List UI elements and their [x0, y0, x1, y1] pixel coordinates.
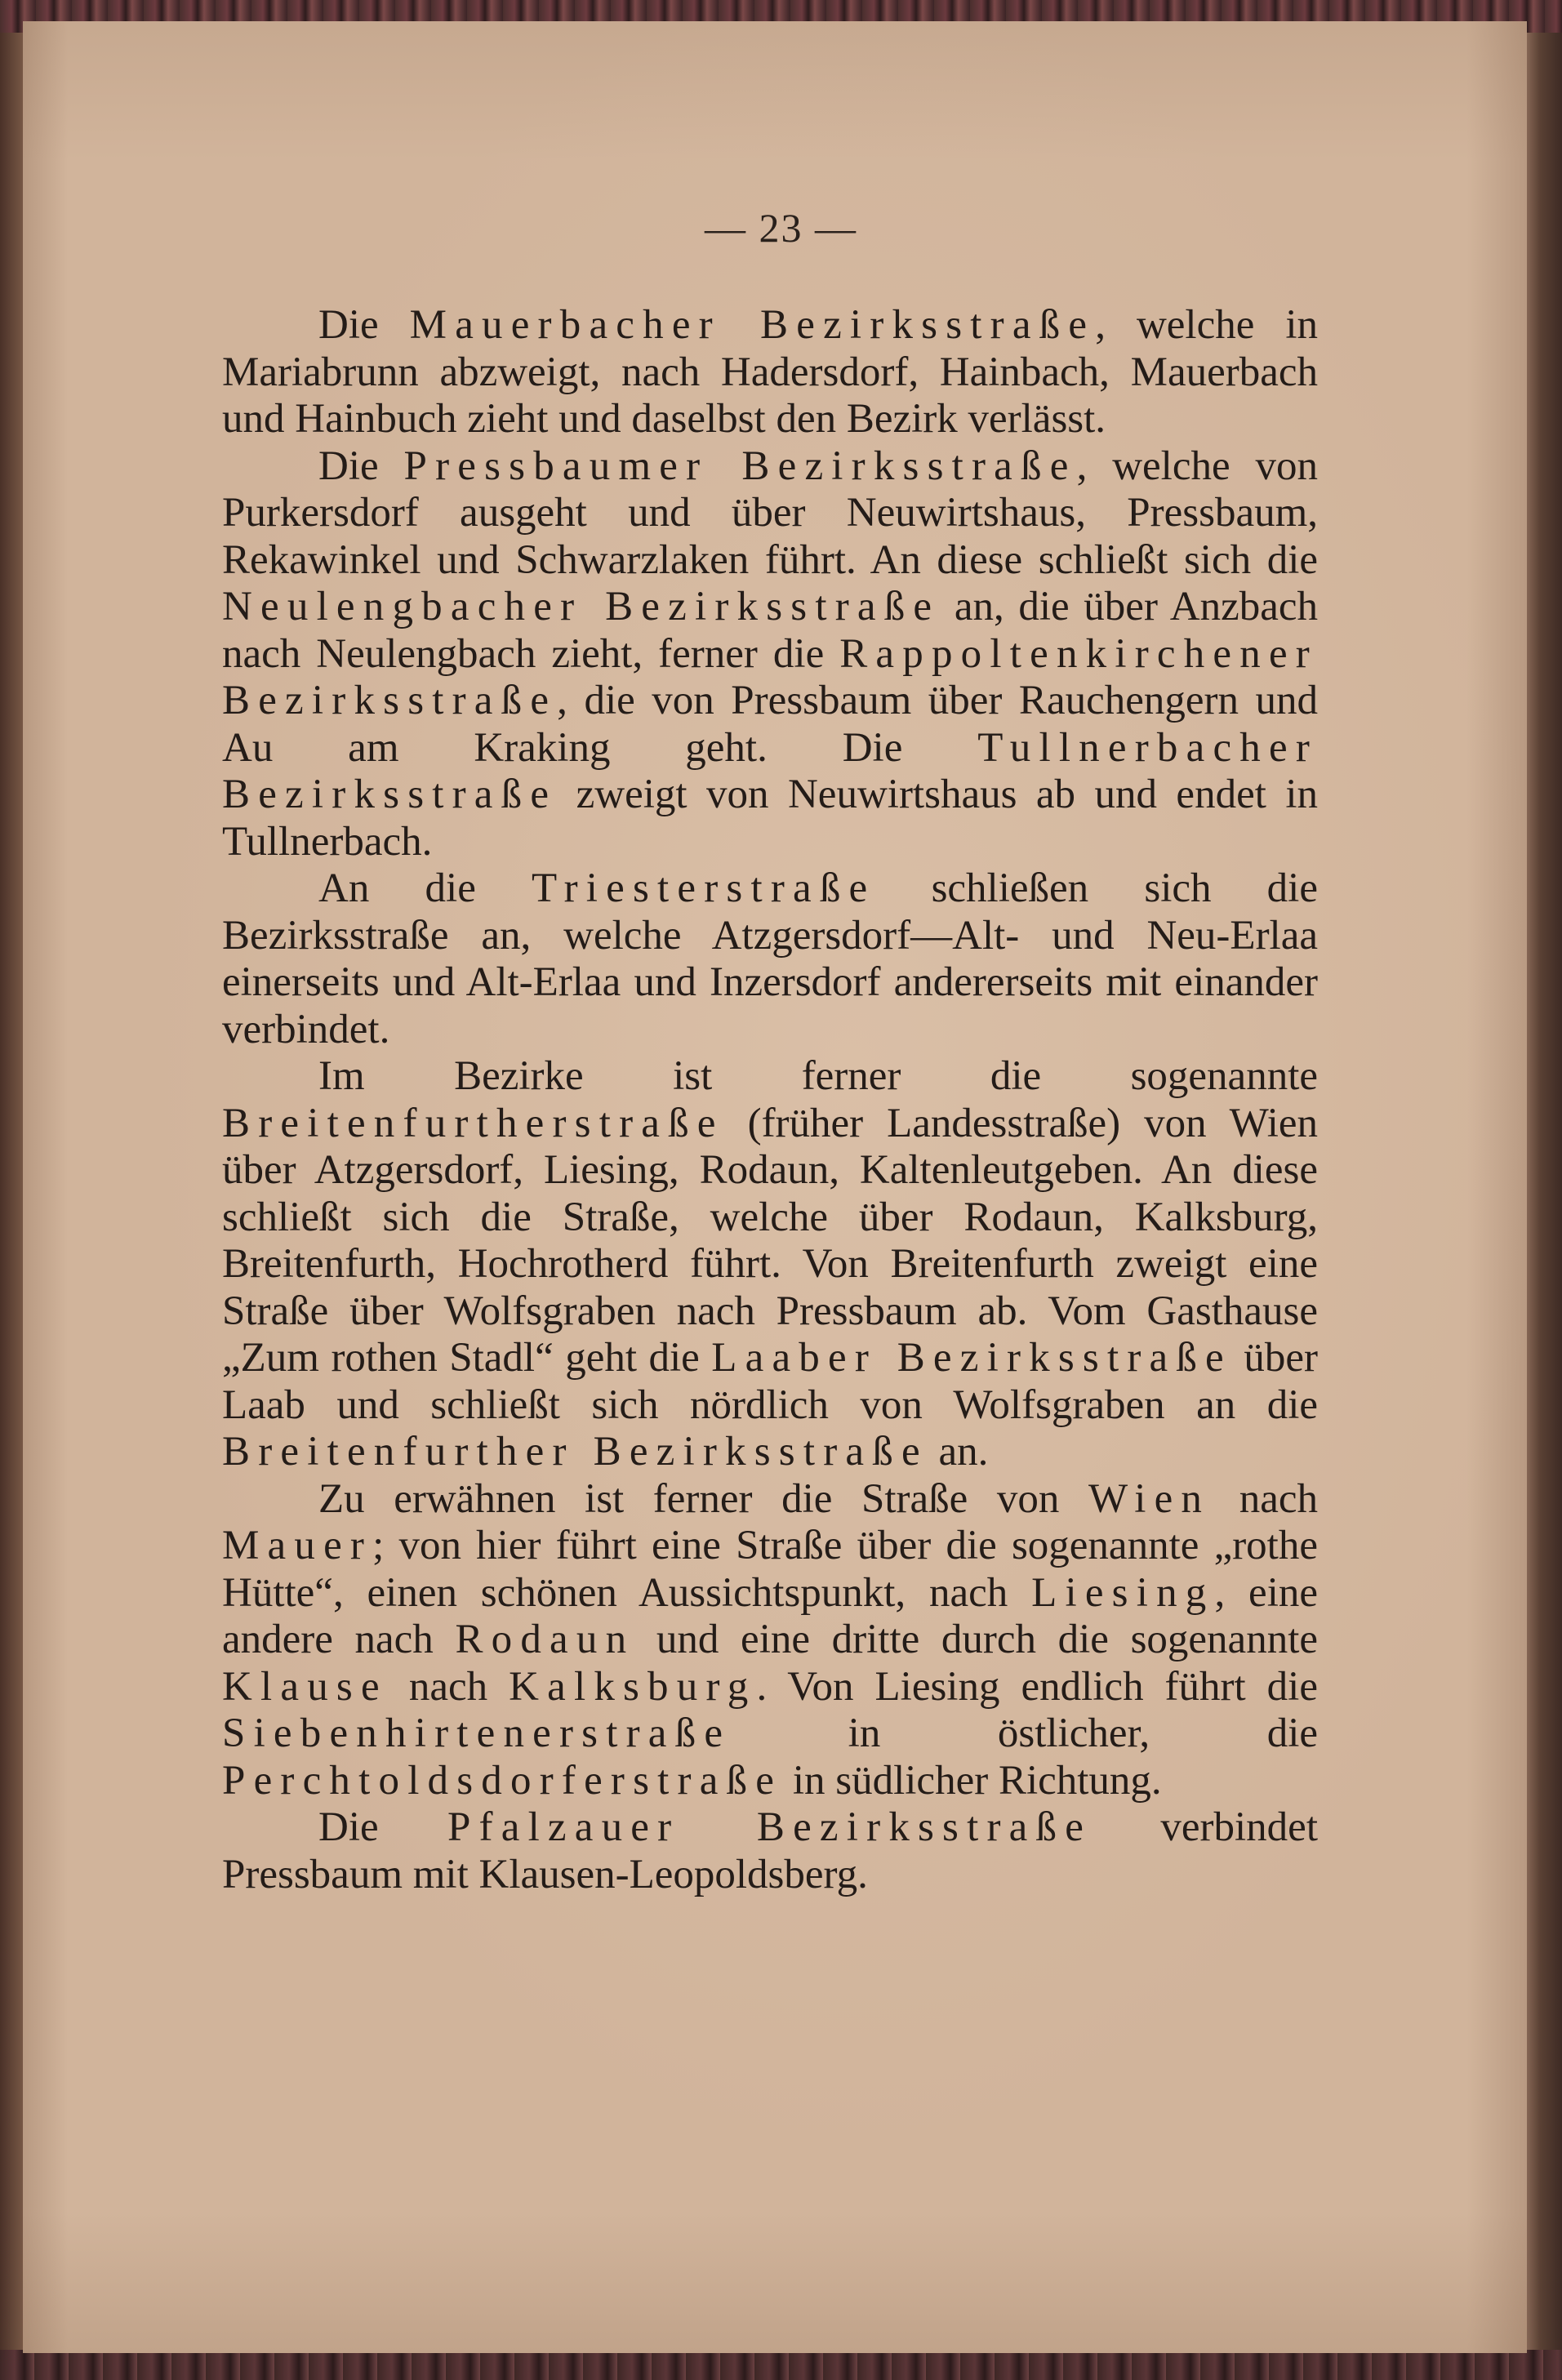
text-segment: zweigt von Neuwirtshaus ab und endet in Tullnerbach.	[222, 772, 1318, 865]
text-segment: Die	[318, 443, 404, 489]
text-segment: Die	[318, 1804, 447, 1850]
text-segment: , welche in Mariabrunn abzweigt, nach Hadersdorf, Hainbach, Mauerbach und Hainbuch zieht und daselbst den Bezirk verlässt.	[222, 302, 1319, 442]
place-name-spaced: Wien	[1088, 1475, 1211, 1522]
place-name-spaced: Mauer	[222, 1523, 373, 1568]
text-segment: Die	[318, 302, 410, 348]
road-name-spaced: Breitenfurther Bezirksstraße	[222, 1429, 928, 1475]
text-segment: Zu erwähnen ist ferner die Straße von	[318, 1475, 1088, 1522]
text-segment: ; von hier führt eine Straße über die sogenannte „rothe Hütte“, einen schönen Aussichtspunkt, nach	[222, 1523, 1318, 1616]
text-segment: Im Bezirke ist ferner die sogenannte	[318, 1053, 1318, 1099]
book-binding-left	[0, 0, 24, 2380]
road-name-spaced: Pfalzauer Bezirksstraße	[447, 1804, 1093, 1850]
paragraph	[222, 443, 1318, 866]
road-name-spaced: Tullnerbacher Bezirksstraße	[222, 724, 1318, 817]
text-segment: verbindet Pressbaum mit Klausen-Leopoldsberg.	[222, 1804, 1318, 1897]
text-segment: . Von Liesing endlich führt die	[756, 1663, 1318, 1710]
paragraph	[222, 865, 1318, 1053]
text-segment: an, die über Anzbach nach Neulengbach zieht, ferner die	[222, 584, 1318, 677]
road-name-spaced: Rappoltenkirchener Bezirksstraße	[222, 630, 1318, 723]
paragraph	[222, 1804, 1318, 1898]
road-name-spaced: Siebenhirtenerstraße	[222, 1710, 732, 1756]
road-name-spaced: Perchtoldsdorferstraße	[222, 1757, 783, 1804]
paragraph	[222, 1053, 1318, 1476]
text-segment: in südlicher Richtung.	[782, 1757, 1162, 1804]
text-segment: schließen sich die Bezirksstraße an, welche Atzgersdorf—Alt- und Neu-Erlaa einerseits und Alt-Erlaa und Inzersdorf andererseits mit einander verbindet.	[222, 865, 1318, 1052]
text-segment: an.	[928, 1429, 989, 1475]
place-name-spaced: Klause	[222, 1663, 388, 1710]
place-name-spaced: Kalksburg	[509, 1663, 757, 1710]
text-segment: nach	[1210, 1475, 1318, 1522]
text-segment: über Laab und schließt sich nördlich von Wolfsgraben an die	[222, 1335, 1318, 1428]
page-number: — 23 —	[705, 205, 857, 251]
paragraph	[222, 302, 1318, 443]
road-name-spaced: Pressbaumer Bezirksstraße	[403, 443, 1077, 489]
text-segment: nach	[387, 1663, 510, 1710]
text-segment: und eine dritte durch die sogenannte	[634, 1617, 1319, 1662]
road-name-spaced: Neulengbacher Bezirksstraße	[222, 584, 941, 629]
road-name-spaced: Laaber Bezirksstraße	[711, 1335, 1232, 1381]
book-binding-right	[1525, 0, 1562, 2380]
text-segment: (früher Landesstraße) von Wien über Atzgersdorf, Liesing, Rodaun, Kaltenleutgeben. An diese schließt sich die Straße, welche über Rodaun, Kalksburg, Breitenfurth, Hochrotherd führt. Von Breitenfurth zweigt eine Straße über Wolfsgraben nach Pressbaum ab. Vom Gasthause „Zum rothen Stadl“ geht die	[222, 1100, 1318, 1381]
page-body-text	[222, 302, 1318, 1898]
road-name-spaced: Mauerbacher Bezirksstraße	[409, 302, 1096, 348]
place-name-spaced: Rodaun	[455, 1617, 635, 1662]
text-segment: , eine andere nach	[222, 1569, 1318, 1662]
place-name-spaced: Liesing	[1031, 1569, 1215, 1616]
paragraph	[222, 1476, 1318, 1805]
text-segment: An die	[318, 865, 532, 911]
text-segment: in östlicher, die	[731, 1710, 1318, 1756]
text-segment: , die von Pressbaum über Rauchengern und Au am Kraking geht. Die	[222, 678, 1318, 771]
book-binding-bottom	[0, 2350, 1562, 2380]
text-segment: , welche von Purkersdorf ausgeht und über Neuwirtshaus, Pressbaum, Rekawinkel und Schwarzlaken führt. An diese schließt sich die	[222, 443, 1318, 583]
road-name-spaced: Triesterstraße	[532, 865, 876, 911]
road-name-spaced: Breitenfurtherstraße	[222, 1100, 724, 1146]
